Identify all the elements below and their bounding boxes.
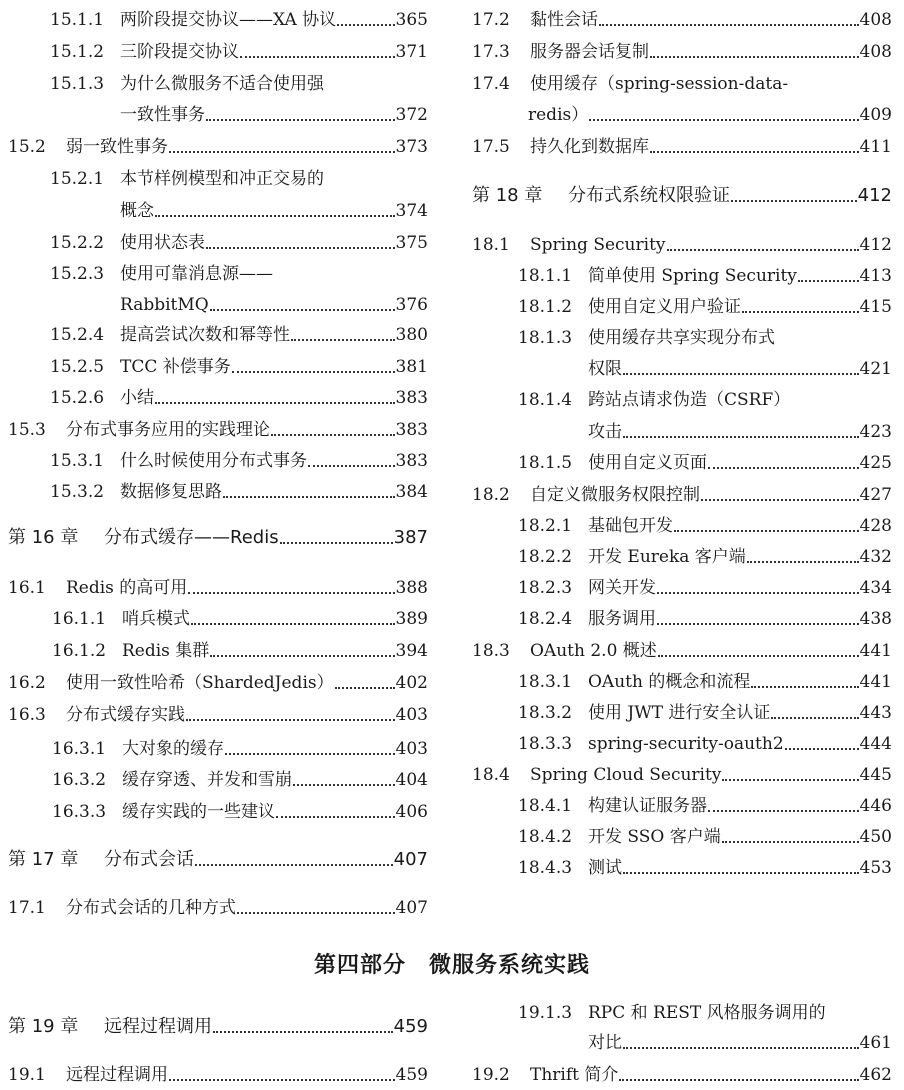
entry-page-number: 406 (395, 802, 428, 822)
entry-title: Spring Security (530, 235, 666, 255)
entry-number: 15.3 (8, 420, 46, 440)
toc-entry-section[interactable] (8, 415, 428, 445)
dot-leader (650, 56, 859, 58)
entry-page-number: 373 (395, 137, 428, 157)
toc-entry-section[interactable] (8, 132, 428, 162)
entry-title: RPC 和 REST 风格服务调用的 (588, 1003, 826, 1023)
dot-leader (213, 1031, 393, 1033)
toc-entry-subsection[interactable] (518, 791, 892, 821)
entry-page-number: 402 (395, 673, 428, 693)
toc-entry-cont[interactable] (528, 100, 892, 130)
toc-entry-chapter[interactable] (8, 845, 428, 875)
entry-page-number: 441 (859, 641, 892, 661)
toc-entry-subsection[interactable] (50, 259, 428, 289)
entry-number: 18.1.4 (518, 390, 573, 410)
dot-leader (280, 542, 393, 544)
toc-entry-chapter[interactable] (8, 1012, 428, 1042)
entry-title: 服务器会话复制 (530, 42, 649, 62)
toc-entry-subsection[interactable] (50, 228, 428, 258)
entry-title: 简单使用 Spring Security (588, 266, 797, 286)
entry-title: 一致性事务 (120, 105, 205, 125)
dot-leader (650, 151, 859, 153)
entry-title: 提高尝试次数和幂等性 (120, 325, 290, 345)
entry-title: 分布式会话的几种方式 (66, 898, 236, 918)
entry-number: 15.3.1 (50, 451, 105, 471)
dot-leader (210, 309, 395, 311)
entry-page-number: 462 (859, 1065, 892, 1085)
entry-title: 对比 (588, 1033, 622, 1053)
toc-entry-subsection[interactable] (50, 477, 428, 507)
entry-title: 三阶段提交协议 (120, 42, 239, 62)
entry-page-number: 413 (859, 266, 892, 286)
entry-page-number: 387 (393, 527, 428, 548)
toc-entry-section[interactable] (472, 480, 892, 510)
entry-page-number: 389 (395, 609, 428, 629)
toc-entry-subsection[interactable] (52, 604, 428, 634)
entry-title: Spring Cloud Security (530, 765, 722, 785)
entry-title: 缓存实践的一些建议 (122, 802, 275, 822)
entry-page-number: 365 (395, 10, 428, 30)
entry-number: 15.2.4 (50, 325, 105, 345)
dot-leader (206, 247, 395, 249)
entry-page-number: 459 (393, 1016, 428, 1037)
dot-leader (169, 151, 395, 153)
entry-title: 使用可靠消息源—— (120, 264, 273, 284)
entry-number: 第 17 章 (8, 849, 79, 870)
entry-number: 18.4.2 (518, 827, 573, 847)
entry-title: 分布式会话 (104, 849, 194, 870)
entry-title: 两阶段提交协议——XA 协议 (120, 10, 337, 30)
entry-page-number: 408 (859, 42, 892, 62)
toc-entry-subsection[interactable] (518, 822, 892, 852)
toc-entry-section[interactable] (472, 230, 892, 260)
toc-entry-subsection[interactable] (50, 5, 428, 35)
entry-number: 18.3.1 (518, 672, 573, 692)
entry-page-number: 384 (395, 482, 428, 502)
dot-leader (722, 841, 859, 843)
entry-number: 18.1.1 (518, 266, 573, 286)
entry-page-number: 421 (859, 359, 892, 379)
dot-leader (337, 24, 394, 26)
entry-number: 15.2.5 (50, 357, 105, 377)
entry-number: 第 18 章 (472, 185, 543, 206)
entry-number: 15.1.1 (50, 10, 105, 30)
entry-number: 17.3 (472, 42, 510, 62)
toc-entry-subsection[interactable] (518, 511, 892, 541)
entry-number: 18.3.3 (518, 734, 573, 754)
entry-number: 18.3 (472, 641, 510, 661)
toc-entry-chapter[interactable] (472, 181, 892, 211)
entry-number: 18.2.3 (518, 578, 573, 598)
entry-page-number: 383 (395, 420, 428, 440)
dot-leader (210, 655, 394, 657)
toc-entry-subsection[interactable] (50, 164, 428, 194)
entry-number: 15.2.3 (50, 264, 105, 284)
dot-leader (619, 1079, 858, 1081)
entry-number: 16.1.2 (52, 641, 107, 661)
entry-page-number: 453 (859, 858, 892, 878)
entry-page-number: 446 (859, 796, 892, 816)
dot-leader (291, 339, 395, 341)
dot-leader (798, 280, 859, 282)
toc-entry-subsection[interactable] (518, 698, 892, 728)
dot-leader (237, 912, 395, 914)
entry-number: 18.1.5 (518, 453, 573, 473)
dot-leader (223, 496, 395, 498)
dot-leader (271, 434, 395, 436)
toc-entry-cont[interactable] (588, 417, 892, 447)
dot-leader (674, 530, 859, 532)
entry-number: 19.1.3 (518, 1003, 573, 1023)
dot-leader (240, 56, 395, 58)
toc-entry-subsection[interactable] (52, 797, 428, 827)
toc-entry-subsection[interactable] (518, 998, 892, 1028)
entry-page-number: 411 (859, 137, 892, 157)
toc-entry-cont[interactable] (588, 1028, 892, 1058)
entry-page-number: 412 (859, 235, 892, 255)
dot-leader (169, 1079, 395, 1081)
entry-title: 远程过程调用 (104, 1016, 212, 1037)
entry-title: 攻击 (588, 422, 622, 442)
entry-page-number: 375 (395, 233, 428, 253)
dot-leader (747, 561, 859, 563)
entry-title: 分布式缓存实践 (66, 705, 185, 725)
entry-title: 基础包开发 (588, 516, 673, 536)
entry-title: 持久化到数据库 (530, 137, 649, 157)
dot-leader (623, 872, 859, 874)
entry-number: 16.3 (8, 705, 46, 725)
dot-leader (731, 200, 857, 202)
dot-leader (623, 373, 859, 375)
entry-number: 19.2 (472, 1065, 510, 1085)
entry-number: 16.1.1 (52, 609, 107, 629)
toc-entry-subsection[interactable] (518, 292, 892, 322)
entry-page-number: 407 (395, 898, 428, 918)
entry-page-number: 450 (859, 827, 892, 847)
toc-entry-subsection[interactable] (518, 385, 892, 415)
entry-page-number: 423 (859, 422, 892, 442)
entry-title: 使用一致性哈希（ShardedJedis） (66, 673, 334, 693)
entry-title: TCC 补偿事务 (120, 357, 231, 377)
toc-entry-subsection[interactable] (518, 667, 892, 697)
dot-leader (232, 371, 395, 373)
entry-number: 18.1.2 (518, 297, 573, 317)
toc-entry-section[interactable] (8, 893, 428, 923)
entry-page-number: 443 (859, 703, 892, 723)
entry-page-number: 372 (395, 105, 428, 125)
entry-page-number: 388 (395, 578, 428, 598)
entry-page-number: 444 (859, 734, 892, 754)
dot-leader (722, 779, 858, 781)
entry-page-number: 404 (395, 770, 428, 790)
toc-entry-chapter[interactable] (8, 523, 428, 553)
dot-leader (225, 753, 395, 755)
entry-page-number: 407 (393, 849, 428, 870)
toc-entry-subsection[interactable] (50, 446, 428, 476)
entry-number: 18.1.3 (518, 328, 573, 348)
entry-page-number: 403 (395, 739, 428, 759)
toc-entry-section[interactable] (472, 69, 892, 99)
dot-leader (708, 467, 859, 469)
toc-entry-cont[interactable] (120, 100, 428, 130)
dot-leader (742, 311, 859, 313)
entry-page-number: 412 (857, 185, 892, 206)
entry-title: redis） (528, 105, 589, 125)
entry-title: 网关开发 (588, 578, 656, 598)
dot-leader (293, 784, 395, 786)
dot-leader (276, 816, 395, 818)
entry-number: 17.1 (8, 898, 46, 918)
entry-title: 使用缓存共享实现分布式 (588, 328, 775, 348)
entry-title: 使用 JWT 进行安全认证 (588, 703, 771, 723)
toc-entry-subsection[interactable] (518, 604, 892, 634)
toc-entry-subsection[interactable] (518, 853, 892, 883)
entry-title: 服务调用 (588, 609, 656, 629)
entry-number: 16.2 (8, 673, 46, 693)
entry-number: 16.3.2 (52, 770, 107, 790)
entry-title: 自定义微服务权限控制 (530, 485, 700, 505)
toc-entry-subsection[interactable] (518, 729, 892, 759)
entry-page-number: 434 (859, 578, 892, 598)
entry-title: 使用缓存（spring-session-data- (530, 74, 789, 94)
entry-title: 分布式系统权限验证 (568, 185, 730, 206)
toc-entry-section[interactable] (472, 760, 892, 790)
entry-number: 15.2.2 (50, 233, 105, 253)
entry-title: 权限 (588, 359, 622, 379)
toc-entry-section[interactable] (8, 1060, 428, 1090)
toc-entry-subsection[interactable] (50, 352, 428, 382)
dot-leader (191, 623, 395, 625)
entry-title: 测试 (588, 858, 622, 878)
dot-leader (771, 717, 858, 719)
entry-number: 17.4 (472, 74, 510, 94)
dot-leader (657, 623, 859, 625)
dot-leader (623, 1047, 859, 1049)
entry-number: 18.2 (472, 485, 510, 505)
dot-leader (155, 402, 395, 404)
dot-leader (667, 249, 859, 251)
dot-leader (599, 24, 859, 26)
entry-number: 19.1 (8, 1065, 46, 1085)
entry-title: 开发 Eureka 客户端 (588, 547, 746, 567)
dot-leader (623, 436, 859, 438)
entry-title: 跨站点请求伪造（CSRF） (588, 390, 791, 410)
entry-number: 16.1 (8, 578, 46, 598)
toc-entry-section[interactable] (8, 668, 428, 698)
dot-leader (658, 655, 859, 657)
dot-leader (701, 499, 859, 501)
entry-page-number: 383 (395, 388, 428, 408)
toc-entry-section[interactable] (472, 1060, 892, 1090)
entry-title: spring-security-oauth2 (588, 734, 784, 754)
dot-leader (206, 119, 395, 121)
entry-number: 18.2.2 (518, 547, 573, 567)
dot-leader (657, 592, 859, 594)
toc-entry-subsection[interactable] (52, 734, 428, 764)
entry-title: OAuth 2.0 概述 (530, 641, 657, 661)
entry-page-number: 461 (859, 1033, 892, 1053)
entry-title: Redis 集群 (122, 641, 210, 661)
toc-entry-section[interactable] (472, 636, 892, 666)
entry-title: 使用状态表 (120, 233, 205, 253)
entry-number: 15.3.2 (50, 482, 105, 502)
entry-number: 16.3.3 (52, 802, 107, 822)
dot-leader (188, 592, 394, 594)
entry-title: 使用自定义用户验证 (588, 297, 741, 317)
entry-number: 17.2 (472, 10, 510, 30)
toc-entry-subsection[interactable] (52, 765, 428, 795)
entry-page-number: 408 (859, 10, 892, 30)
entry-page-number: 380 (395, 325, 428, 345)
entry-number: 15.2.1 (50, 169, 105, 189)
entry-page-number: 432 (859, 547, 892, 567)
entry-page-number: 427 (859, 485, 892, 505)
entry-number: 15.2 (8, 137, 46, 157)
toc-entry-subsection[interactable] (518, 323, 892, 353)
entry-title: 远程过程调用 (66, 1065, 168, 1085)
entry-page-number: 441 (859, 672, 892, 692)
toc-entry-subsection[interactable] (50, 320, 428, 350)
entry-title: 开发 SSO 客户端 (588, 827, 721, 847)
toc-entry-section[interactable] (8, 700, 428, 730)
toc-entry-subsection[interactable] (50, 383, 428, 413)
entry-title: 弱一致性事务 (66, 137, 168, 157)
dot-leader (195, 864, 393, 866)
entry-page-number: 445 (859, 765, 892, 785)
entry-title: 黏性会话 (530, 10, 598, 30)
entry-page-number: 428 (859, 516, 892, 536)
entry-number: 第 19 章 (8, 1016, 79, 1037)
entry-title: Thrift 简介 (530, 1065, 619, 1085)
entry-number: 15.2.6 (50, 388, 105, 408)
dot-leader (589, 119, 858, 121)
toc-entry-subsection[interactable] (52, 636, 428, 666)
entry-page-number: 425 (859, 453, 892, 473)
entry-number: 17.5 (472, 137, 510, 157)
entry-page-number: 403 (395, 705, 428, 725)
toc-entry-cont[interactable] (588, 354, 892, 384)
dot-leader (751, 686, 858, 688)
dot-leader (186, 719, 395, 721)
entry-title: 缓存穿透、并发和雪崩 (122, 770, 292, 790)
entry-page-number: 415 (859, 297, 892, 317)
toc-entry-section[interactable] (472, 132, 892, 162)
entry-page-number: 381 (395, 357, 428, 377)
toc-entry-section[interactable] (472, 5, 892, 35)
entry-title: 小结 (120, 388, 154, 408)
entry-number: 15.1.2 (50, 42, 105, 62)
entry-title: 分布式缓存——Redis (104, 527, 279, 548)
toc-entry-cont[interactable] (120, 196, 428, 226)
entry-title: OAuth 的概念和流程 (588, 672, 751, 692)
entry-page-number: 374 (395, 201, 428, 221)
entry-number: 18.4.1 (518, 796, 573, 816)
entry-page-number: 459 (395, 1065, 428, 1085)
entry-title: 概念 (120, 201, 154, 221)
entry-title: 什么时候使用分布式事务 (120, 451, 307, 471)
entry-page-number: 438 (859, 609, 892, 629)
entry-title: 本节样例模型和冲正交易的 (120, 169, 324, 189)
toc-entry-subsection[interactable] (50, 69, 428, 99)
dot-leader (308, 465, 395, 467)
dot-leader (785, 748, 859, 750)
entry-page-number: 383 (395, 451, 428, 471)
entry-number: 18.2.1 (518, 516, 573, 536)
toc-entry-subsection[interactable] (50, 37, 428, 67)
entry-page-number: 409 (859, 105, 892, 125)
entry-title: RabbitMQ (120, 295, 209, 315)
entry-title: 哨兵模式 (122, 609, 190, 629)
entry-title: 为什么微服务不适合使用强 (120, 74, 324, 94)
entry-title: 大对象的缓存 (122, 739, 224, 759)
entry-title: 使用自定义页面 (588, 453, 707, 473)
toc-entry-cont[interactable] (120, 290, 428, 320)
dot-leader (155, 215, 395, 217)
part-title: 第四部分 微服务系统实践 (313, 953, 590, 978)
entry-number: 18.1 (472, 235, 510, 255)
entry-number: 16.3.1 (52, 739, 107, 759)
toc-entry-subsection[interactable] (518, 542, 892, 572)
entry-number: 18.4 (472, 765, 510, 785)
toc-entry-subsection[interactable] (518, 448, 892, 478)
toc-entry-subsection[interactable] (518, 261, 892, 291)
entry-number: 18.4.3 (518, 858, 573, 878)
entry-title: Redis 的高可用 (66, 578, 188, 598)
toc-entry-subsection[interactable] (518, 573, 892, 603)
entry-number: 18.3.2 (518, 703, 573, 723)
toc-entry-section[interactable] (472, 37, 892, 67)
dot-leader (335, 687, 395, 689)
toc-entry-section[interactable] (8, 573, 428, 603)
dot-leader (708, 810, 859, 812)
entry-page-number: 371 (395, 42, 428, 62)
entry-page-number: 376 (395, 295, 428, 315)
entry-number: 15.1.3 (50, 74, 105, 94)
entry-title: 数据修复思路 (120, 482, 222, 502)
entry-title: 构建认证服务器 (588, 796, 707, 816)
entry-number: 18.2.4 (518, 609, 573, 629)
entry-number: 第 16 章 (8, 527, 79, 548)
entry-page-number: 394 (395, 641, 428, 661)
entry-title: 分布式事务应用的实践理论 (66, 420, 270, 440)
